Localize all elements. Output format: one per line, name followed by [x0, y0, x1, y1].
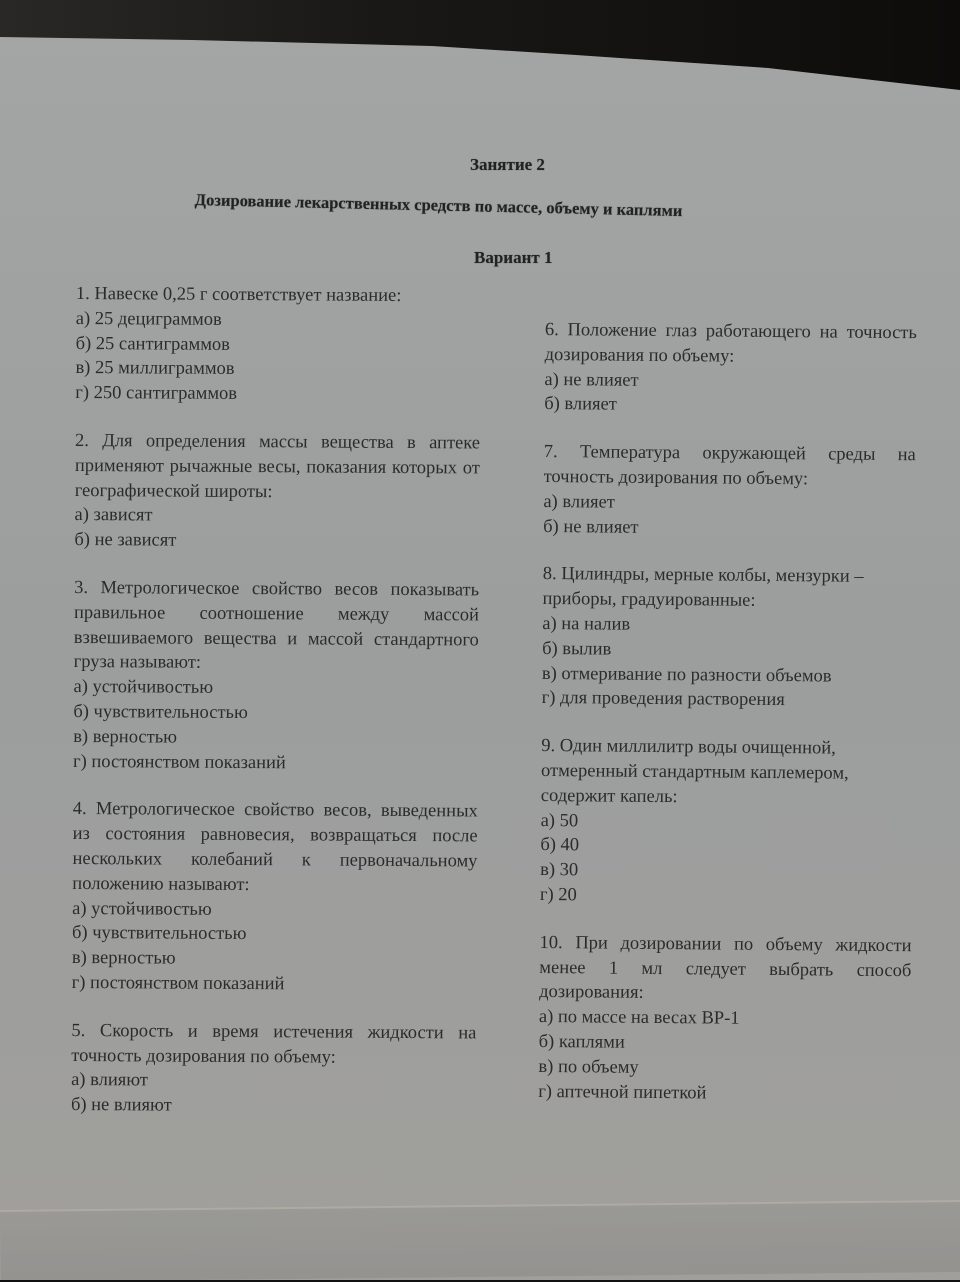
option: а) влияет	[543, 491, 615, 513]
option: а) не влияет	[544, 369, 639, 391]
paper-fold	[0, 1200, 960, 1282]
left-column	[71, 282, 481, 1143]
option: в) верностью	[71, 948, 176, 969]
option: г) постоянством показаний	[73, 751, 286, 773]
question-text: 4. Метрологическое свойство весов, выведенных из состояния равновесия, возвращаться после нескольких колебаний к первоначальному положению называют:	[72, 799, 478, 895]
question-10	[538, 931, 912, 1108]
option: б) не влияют	[70, 1095, 172, 1116]
variant-title: Вариант 1	[474, 248, 553, 267]
option: а) влияют	[71, 1070, 148, 1091]
option: а) устойчивостью	[73, 677, 214, 699]
option: б) чувствительностью	[73, 701, 248, 724]
option: в) 30	[540, 860, 579, 881]
question-9	[540, 734, 914, 911]
option: г) для проведения растворения	[541, 688, 785, 711]
option: а) зависят	[74, 505, 153, 526]
option: г) аптечной пипеткой	[538, 1081, 707, 1103]
lesson-title: Занятие 2	[470, 155, 545, 174]
question-8	[542, 562, 915, 714]
option: г) 250 сантиграммов	[75, 383, 238, 405]
topic-title: Дозирование лекарственных средств по массе, объему и каплями	[194, 190, 683, 221]
option: б) влияет	[544, 394, 617, 416]
question-text: 7. Температура окружающей среды на точность дозирования по объему:	[543, 442, 916, 490]
option: в) по объему	[538, 1056, 639, 1078]
question-text: 3. Метрологическое свойство весов показывать правильное соотношение между массой взвешиваемого вещества и массой стандартного груза называют:	[73, 577, 480, 674]
option: б) вылив	[542, 638, 612, 660]
question-text: 1. Навеске 0,25 г соответствует название:	[75, 283, 402, 306]
option: б) чувствительностью	[71, 923, 247, 945]
question-text: 5. Скорость и время истечения жидкости на точность дозирования по объему:	[71, 1020, 477, 1068]
question-7	[543, 440, 916, 542]
option: в) отмеривание по разности объемов	[541, 663, 832, 687]
question-text: 9. Один миллилитр воды очищенной, отмеренный стандартным каплемером, содержит капель:	[540, 736, 849, 807]
option: г) постоянством показаний	[71, 972, 285, 995]
question-4	[72, 797, 478, 998]
question-6	[544, 318, 917, 420]
question-2	[74, 429, 480, 555]
question-3	[73, 576, 479, 777]
option: а) по массе на весах ВР-1	[538, 1007, 740, 1029]
option: в) 25 миллиграммов	[75, 358, 235, 380]
option: в) верностью	[73, 726, 178, 748]
question-text: 8. Цилиндры, мерные колбы, мензурки – приборы, градуированные:	[542, 564, 864, 612]
option: а) 25 дециграммов	[75, 308, 222, 330]
option: б) 40	[540, 835, 580, 856]
question-text: 2. Для определения массы вещества в аптеке применяют рычажные весы, показания которых от географической широты:	[74, 430, 481, 502]
option: б) 25 сантиграммов	[75, 333, 230, 355]
option: б) не зависят	[74, 530, 177, 551]
option: б) каплями	[538, 1031, 625, 1053]
option: б) не влияет	[543, 516, 639, 538]
option: г) 20	[539, 884, 577, 906]
question-text: 6. Положение глаз работающего на точность дозирования по объему:	[544, 319, 917, 367]
question-text: 10. При дозировании по объему жидкости менее 1 мл следует выбрать способ дозирования:	[539, 932, 912, 1004]
question-1	[75, 282, 481, 408]
option: а) 50	[540, 810, 579, 831]
option: а) на налив	[542, 613, 631, 635]
question-5	[71, 1019, 477, 1121]
option: а) устойчивостью	[72, 898, 212, 920]
right-column	[538, 318, 917, 1131]
